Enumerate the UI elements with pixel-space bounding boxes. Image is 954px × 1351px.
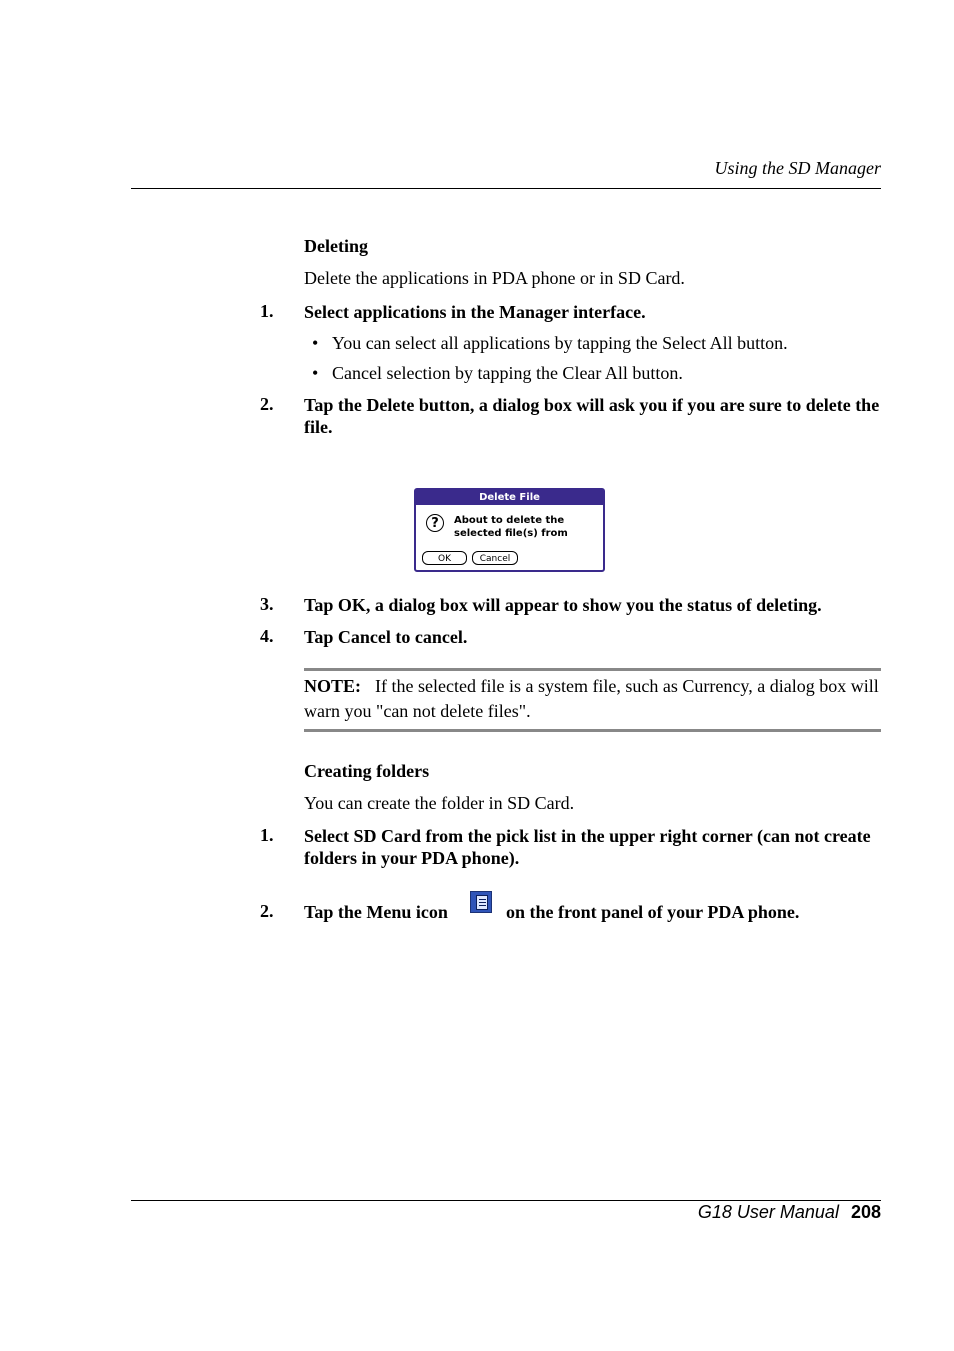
bullet-text: You can select all applications by tapping the Select All button. [332, 333, 788, 353]
step-text-before-icon: Tap the Menu icon [304, 902, 448, 922]
cancel-button[interactable]: Cancel [472, 551, 518, 565]
menu-icon [470, 891, 492, 913]
step-text: Tap Cancel to cancel. [304, 627, 468, 647]
folders-intro: You can create the folder in SD Card. [304, 793, 575, 813]
page-number: 208 [850, 1202, 881, 1222]
running-header: Using the SD Manager [714, 158, 881, 178]
note-bottom-rule [304, 729, 881, 732]
note-box [304, 674, 881, 724]
header-rule [131, 188, 881, 189]
note-text: If the selected file is a system file, such as Currency, a dialog box will warn you "can not delete files". [304, 676, 879, 721]
list-item [312, 363, 683, 384]
dialog-title: Delete File [416, 490, 603, 505]
note-label: NOTE: [304, 676, 362, 696]
note-top-rule [304, 668, 881, 671]
step-number: 2. [260, 901, 274, 921]
dialog-message: About to delete the selected file(s) from [454, 515, 568, 539]
step-number: 2. [260, 394, 274, 414]
section-heading-deleting: Deleting [304, 236, 368, 256]
question-icon: ? [426, 514, 444, 532]
deleting-intro: Delete the applications in PDA phone or in SD Card. [304, 268, 685, 288]
step-text: Tap the Delete button, a dialog box will ask you if you are sure to delete the file. [304, 395, 880, 437]
step-number: 1. [260, 825, 274, 845]
step-text-after-icon: on the front panel of your PDA phone. [506, 902, 800, 922]
list-item [312, 333, 788, 354]
delete-file-dialog [414, 488, 605, 572]
running-footer [698, 1202, 881, 1223]
ok-button[interactable]: OK [422, 551, 467, 565]
bullet-text: Cancel selection by tapping the Clear All button. [332, 363, 683, 383]
bullet-mark: • [312, 363, 319, 383]
footer-rule [131, 1200, 881, 1201]
section-heading-folders: Creating folders [304, 761, 430, 781]
step-number: 1. [260, 301, 274, 321]
step-number: 3. [260, 594, 274, 614]
step-number: 4. [260, 626, 274, 646]
step-text: Tap OK, a dialog box will appear to show you the status of deleting. [304, 595, 822, 615]
menu-icon-page [476, 895, 488, 910]
bullet-mark: • [312, 333, 319, 353]
step-text: Select applications in the Manager interface. [304, 302, 646, 322]
manual-title: G18 User Manual [697, 1202, 839, 1222]
step-text: Select SD Card from the pick list in the upper right corner (can not create folders in your PDA phone). [304, 826, 871, 868]
